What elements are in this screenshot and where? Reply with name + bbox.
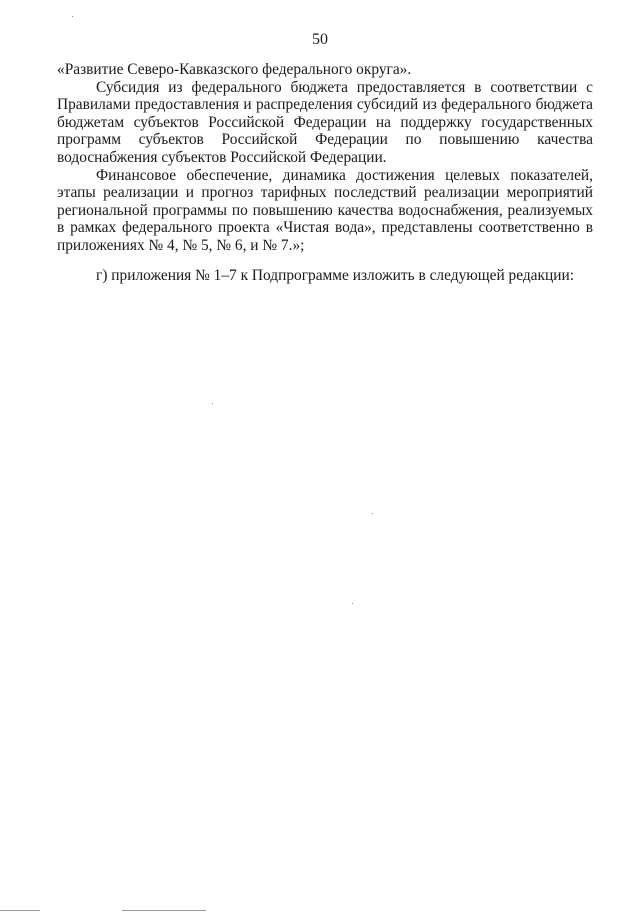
- paragraph-program-name: «Развитие Северо-Кавказского федерального округа».: [57, 61, 412, 78]
- page-number: 50: [312, 31, 328, 48]
- scan-speck: [372, 513, 373, 514]
- paragraph-appendices: г) приложения № 1–7 к Подпрограмме изложить в следующей редакции:: [96, 266, 574, 284]
- document-body: [57, 61, 593, 284]
- scan-edge-line: [0, 910, 40, 911]
- scan-speck: [212, 403, 213, 404]
- scan-edge-line: [122, 910, 206, 911]
- paragraph-subsidy: Субсидия из федерального бюджета предоставляется в соответствии с Правилами предоставления и распределения субсидий из федерального бюджета бюджетам субъектов Российской Федерации на поддержку государственных программ субъектов Российской Федерации по повышению качества водоснабжения субъектов Российской Федерации.: [57, 78, 593, 166]
- paragraph-financing: Финансовое обеспечение, динамика достижения целевых показателей, этапы реализации и прогноз тарифных последствий реализации мероприятий региональной программы по повышению качества водоснабжения, реализуемых в рамках федерального проекта «Чистая вода», представлены соответственно в приложениях № 4, № 5, № 6, и № 7.»;: [57, 166, 593, 254]
- scan-speck: [72, 16, 73, 17]
- paragraph-spacer: [57, 255, 593, 267]
- scan-speck: [352, 603, 353, 604]
